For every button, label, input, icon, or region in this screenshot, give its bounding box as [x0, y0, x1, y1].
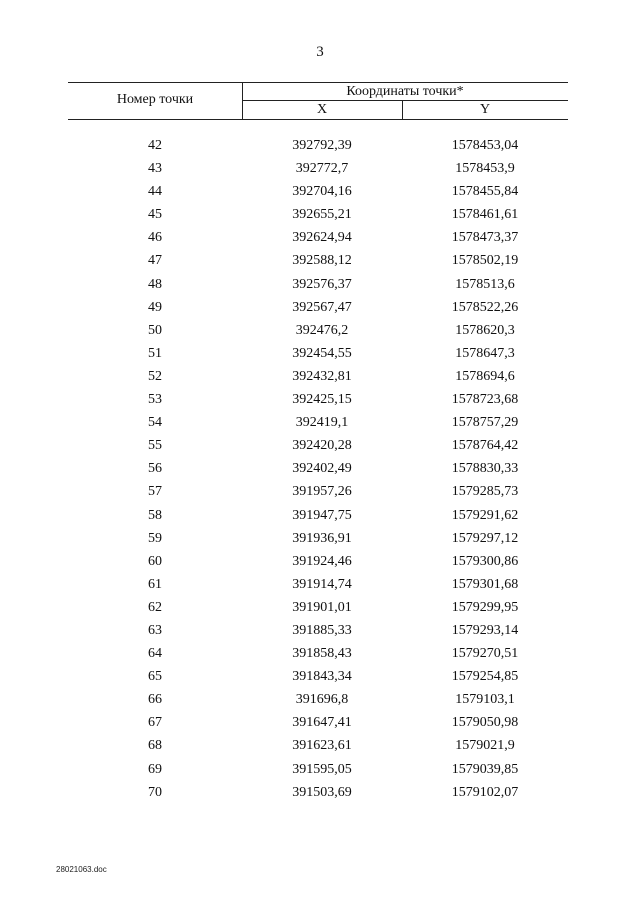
coordinates-table-body [68, 134, 568, 804]
x-coordinate-cell: 392425,15 [292, 392, 352, 408]
y-coordinate-cell: 1579301,68 [451, 576, 519, 592]
header-x: X [316, 102, 328, 117]
x-coordinate-cell: 392476,2 [295, 322, 349, 338]
x-coordinate-cell: 391924,46 [292, 553, 352, 569]
y-coordinate-cell: 1578453,04 [451, 138, 519, 153]
x-coordinate-cell: 392704,16 [292, 184, 352, 200]
y-coordinate-cell: 1578455,84 [451, 184, 519, 200]
y-coordinate-cell: 1578461,61 [451, 207, 519, 223]
table-row [68, 758, 568, 781]
point-number-cell: 68 [148, 738, 162, 754]
x-coordinate-cell: 392772,7 [295, 161, 349, 177]
point-number-cell: 70 [148, 784, 162, 800]
table-row [68, 665, 568, 688]
table-row [68, 504, 568, 527]
point-number-cell: 61 [148, 576, 162, 592]
x-coordinate-cell: 391843,34 [292, 669, 352, 685]
table-row [68, 296, 568, 319]
y-coordinate-cell: 1579050,98 [451, 715, 519, 731]
point-number-cell: 49 [148, 299, 162, 315]
point-number-cell: 60 [148, 553, 162, 569]
point-number-cell: 48 [148, 276, 162, 292]
point-number-cell: 63 [148, 622, 162, 638]
y-coordinate-cell: 1578522,26 [451, 299, 519, 315]
y-coordinate-cell: 1579291,62 [451, 507, 519, 523]
table-row [68, 457, 568, 480]
x-coordinate-cell: 392419,1 [295, 415, 349, 431]
y-coordinate-cell: 1579103,1 [455, 692, 515, 708]
point-number-cell: 43 [148, 161, 162, 177]
table-row [68, 319, 568, 342]
table-row [68, 781, 568, 804]
point-number-cell: 42 [148, 138, 162, 153]
point-number-cell: 59 [148, 530, 162, 546]
y-coordinate-cell: 1578513,6 [455, 276, 515, 292]
footer-filename: 28021063.doc [56, 865, 107, 874]
table-row [68, 180, 568, 203]
y-coordinate-cell: 1578723,68 [451, 392, 519, 408]
x-coordinate-cell: 391957,26 [292, 484, 352, 500]
x-coordinate-cell: 392567,47 [292, 299, 352, 315]
table-row [68, 688, 568, 711]
x-coordinate-cell: 392454,55 [292, 345, 352, 361]
x-coordinate-cell: 391858,43 [292, 646, 352, 662]
y-coordinate-cell: 1578453,9 [455, 161, 515, 177]
page-number: 3 [316, 44, 324, 60]
y-coordinate-cell: 1579297,12 [451, 530, 519, 546]
point-number-cell: 69 [148, 761, 162, 777]
header-point-number: Номер точки [116, 92, 194, 107]
y-coordinate-cell: 1579270,51 [451, 646, 519, 662]
y-coordinate-cell: 1579285,73 [451, 484, 519, 500]
point-number-cell: 50 [148, 322, 162, 338]
point-number-cell: 47 [148, 253, 162, 269]
y-coordinate-cell: 1579021,9 [455, 738, 515, 754]
point-number-cell: 44 [148, 184, 162, 200]
y-coordinate-cell: 1578620,3 [455, 322, 515, 338]
table-row [68, 203, 568, 226]
y-coordinate-cell: 1578502,19 [451, 253, 519, 269]
x-coordinate-cell: 391696,8 [295, 692, 349, 708]
header-coordinates: Координаты точки* [346, 84, 464, 99]
table-row [68, 550, 568, 573]
x-coordinate-cell: 392588,12 [292, 253, 352, 269]
point-number-cell: 58 [148, 507, 162, 523]
table-row [68, 527, 568, 550]
x-coordinate-cell: 391623,61 [292, 738, 352, 754]
table-row [68, 573, 568, 596]
header-y: Y [479, 102, 491, 117]
x-coordinate-cell: 392420,28 [292, 438, 352, 454]
x-coordinate-cell: 392432,81 [292, 368, 352, 384]
point-number-cell: 67 [148, 715, 162, 731]
x-coordinate-cell: 391901,01 [292, 599, 352, 615]
point-number-cell: 66 [148, 692, 162, 708]
x-coordinate-cell: 391647,41 [292, 715, 352, 731]
table-header-bottom-rule [68, 119, 568, 120]
point-number-cell: 56 [148, 461, 162, 477]
y-coordinate-cell: 1578764,42 [451, 438, 519, 454]
table-row [68, 596, 568, 619]
table-row [68, 711, 568, 734]
point-number-cell: 64 [148, 646, 162, 662]
x-coordinate-cell: 392624,94 [292, 230, 352, 246]
table-row [68, 734, 568, 757]
table-top-rule [68, 82, 568, 83]
x-coordinate-cell: 392576,37 [292, 276, 352, 292]
coordinates-underline [242, 100, 568, 101]
x-coordinate-cell: 392402,49 [292, 461, 352, 477]
point-number-cell: 53 [148, 392, 162, 408]
table-row [68, 342, 568, 365]
table-row [68, 388, 568, 411]
y-coordinate-cell: 1578647,3 [455, 345, 515, 361]
point-number-cell: 57 [148, 484, 162, 500]
point-number-cell: 65 [148, 669, 162, 685]
y-coordinate-cell: 1579300,86 [451, 553, 519, 569]
point-number-cell: 52 [148, 368, 162, 384]
y-coordinate-cell: 1579293,14 [451, 622, 519, 638]
point-number-cell: 62 [148, 599, 162, 615]
x-coordinate-cell: 391503,69 [292, 784, 352, 800]
x-coordinate-cell: 391947,75 [292, 507, 352, 523]
x-coordinate-cell: 391885,33 [292, 622, 352, 638]
table-row [68, 434, 568, 457]
point-number-cell: 51 [148, 345, 162, 361]
table-row [68, 157, 568, 180]
point-number-cell: 45 [148, 207, 162, 223]
x-coordinate-cell: 392792,39 [292, 138, 352, 153]
x-coordinate-cell: 391914,74 [292, 576, 352, 592]
table-row [68, 134, 568, 157]
table-row [68, 411, 568, 434]
y-coordinate-cell: 1579299,95 [451, 599, 519, 615]
y-coordinate-cell: 1579102,07 [451, 784, 519, 800]
y-coordinate-cell: 1578473,37 [451, 230, 519, 246]
table-row [68, 619, 568, 642]
point-number-cell: 55 [148, 438, 162, 454]
table-row [68, 642, 568, 665]
table-row [68, 249, 568, 272]
point-number-cell: 46 [148, 230, 162, 246]
point-number-cell: 54 [148, 415, 162, 431]
y-coordinate-cell: 1578757,29 [451, 415, 519, 431]
table-row [68, 273, 568, 296]
table-row [68, 226, 568, 249]
x-coordinate-cell: 391595,05 [292, 761, 352, 777]
y-coordinate-cell: 1578694,6 [455, 368, 515, 384]
y-coordinate-cell: 1578830,33 [451, 461, 519, 477]
table-row [68, 365, 568, 388]
y-coordinate-cell: 1579039,85 [451, 761, 519, 777]
x-coordinate-cell: 392655,21 [292, 207, 352, 223]
x-coordinate-cell: 391936,91 [292, 530, 352, 546]
table-row [68, 480, 568, 503]
y-coordinate-cell: 1579254,85 [451, 669, 519, 685]
